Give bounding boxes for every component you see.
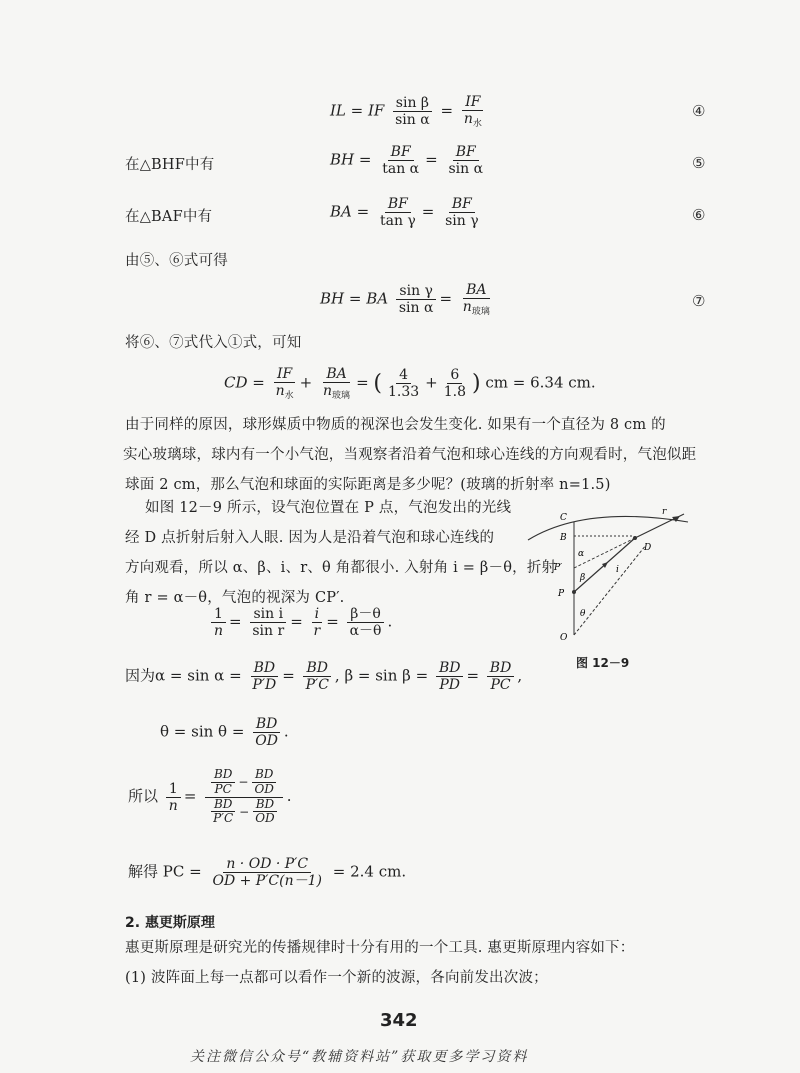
- n-symbol: n: [323, 383, 333, 400]
- figure-caption: 图 12－9: [576, 656, 630, 670]
- denominator: PC: [490, 677, 511, 694]
- numerator: BD: [487, 660, 515, 677]
- fraction: [249, 606, 287, 639]
- fraction: [436, 660, 464, 693]
- figure-12-9: [520, 500, 700, 675]
- numerator: BD: [303, 660, 331, 677]
- text-line: 由⑤、⑥式可得: [125, 253, 228, 269]
- equation-prefix: 在△BAF中有: [125, 209, 213, 225]
- fraction: [385, 367, 422, 400]
- footer-watermark: 关注微信公众号“教辅资料站”获取更多学习资料: [190, 1049, 529, 1065]
- label-i: i: [616, 565, 619, 575]
- numerator: BF: [449, 196, 475, 213]
- subscript: 玻璃: [471, 307, 490, 318]
- denominator: P′C: [213, 811, 234, 826]
- label-p: P: [558, 589, 565, 599]
- section-number: 2.: [125, 915, 141, 931]
- text-line: 经 D 点折射后射入人眼. 因为人是沿着气泡和球心连线的: [125, 530, 495, 546]
- denominator: tan α: [382, 161, 420, 178]
- label-alpha: α: [578, 549, 585, 559]
- label-o: O: [560, 633, 568, 643]
- numerator: BF: [388, 144, 414, 161]
- fraction: [251, 768, 276, 797]
- denominator: OD: [255, 733, 278, 750]
- denominator: PD: [439, 677, 461, 694]
- n-symbol: n: [462, 299, 472, 316]
- label-c: C: [560, 513, 567, 523]
- radius-line: [574, 545, 646, 635]
- equation-solve: [128, 856, 406, 889]
- numerator: BA: [323, 366, 349, 383]
- eq-result: = 2.4 cm.: [332, 862, 407, 881]
- equation-because: 因为α = sin α = $\frac{BD}{P'D}$ = $\frac{BD}{P'C}$ , β = sin β = $\frac{BD}{PD}$ = $\frac{BD}{PC}$ ,: [125, 660, 523, 694]
- text-line: 实心玻璃球，球内有一个小气泡，当观察者沿着气泡和球心连线的方向观看时，气泡似距: [123, 447, 697, 463]
- numerator: BD: [211, 798, 235, 813]
- fraction: [210, 798, 236, 827]
- punct: .: [283, 722, 289, 741]
- eq-coef: IF: [368, 101, 385, 120]
- numerator: 1: [211, 606, 226, 623]
- equation-number: ④: [692, 102, 706, 120]
- equation-4: IL = IF $\frac{\text{sin β}}{\text{sin α}}$ = $\frac{IF}{n_水}$: [330, 94, 488, 129]
- punct: .: [387, 612, 393, 631]
- label-theta: θ: [580, 609, 586, 619]
- fraction: [209, 856, 325, 889]
- denominator: PC: [214, 781, 232, 796]
- n-symbol: n: [275, 383, 285, 400]
- equation-number: ⑥: [692, 206, 706, 224]
- eq-result: cm = 6.34 cm.: [485, 373, 596, 392]
- numerator: IF: [274, 366, 295, 383]
- numerator: n · OD · P′C: [223, 856, 311, 873]
- denominator: sin α: [448, 161, 484, 178]
- page-number: 342: [380, 1010, 418, 1031]
- punct: .: [286, 787, 292, 806]
- numerator: BD: [211, 768, 235, 783]
- numerator: 6: [447, 367, 462, 384]
- numerator: sin γ: [396, 283, 436, 300]
- denominator: n: [214, 623, 224, 640]
- denominator: OD: [255, 811, 275, 826]
- eq-lhs: CD: [224, 373, 248, 392]
- fraction: [211, 768, 235, 797]
- denominator: sin α: [395, 112, 430, 129]
- denominator: OD + P′C(n－1): [212, 873, 322, 890]
- section-title: 惠更斯原理: [144, 915, 215, 931]
- label-b: B: [560, 533, 567, 543]
- numerator: 1: [166, 781, 181, 798]
- denominator: tan γ: [379, 213, 416, 230]
- fraction: [166, 781, 181, 814]
- equation-theta: [160, 716, 289, 749]
- point-p: [572, 590, 576, 594]
- eq-prefix: 因为: [125, 666, 156, 685]
- equation-5: BH = $\frac{BF}{\text{tan α}}$ = $\frac{BF}{\text{sin α}}$: [330, 144, 489, 177]
- fraction: [377, 196, 419, 229]
- paragraph-1: [123, 410, 697, 500]
- numerator: BF: [453, 144, 479, 161]
- equation-cd: CD = $\frac{IF}{n_水}$ + $\frac{BA}{n_{玻璃}}$ = ( $\frac{4}{1.33}$ + $\frac{6}{1.8}$ ) cm = 6.34 cm.: [224, 366, 596, 402]
- text-line: 方向观看，所以 α、β、i、r、θ 角都很小. 入射角 i = β－θ，折射: [125, 560, 557, 576]
- fraction: [379, 144, 422, 177]
- punct: ,: [517, 666, 523, 685]
- label-d: D: [644, 543, 652, 553]
- n-symbol: n: [463, 111, 473, 128]
- denominator: r: [313, 623, 321, 640]
- eq-lhs: BA: [330, 202, 352, 221]
- paragraph-2: [125, 493, 557, 613]
- paragraph-3: [125, 933, 705, 993]
- numerator: BD: [252, 768, 276, 783]
- label-p-prime: P′: [554, 563, 563, 573]
- text-line: 惠更斯原理是研究光的传播规律时十分有用的一个工具. 惠更斯原理内容如下：: [125, 940, 635, 956]
- equation-7: BH = BA $\frac{\text{sin γ}}{\text{sin α}}$ = $\frac{BA}{n_{玻璃}}$: [320, 282, 496, 317]
- denominator: sin r: [252, 623, 285, 640]
- fraction: [392, 95, 433, 128]
- eq-prefix: 解得 PC =: [128, 862, 202, 881]
- eq-lhs: BH: [320, 289, 345, 308]
- fraction: [461, 94, 485, 129]
- equation-ratio: $\frac{1}{n}$ = $\frac{\text{sin i}}{\text{sin r}}$ = $\frac{i}{r}$ = $\frac{\beta-\theta}{\alpha-\theta}$ .: [208, 606, 392, 639]
- compound-fraction: $\frac{BD}{PC}$ − $\frac{BD}{OD}$ $\frac{BD}{P'C}$ − $\frac{BD}{OD}$: [204, 768, 284, 826]
- numerator: i: [312, 606, 322, 623]
- numerator: BA: [463, 282, 489, 299]
- numerator: sin β: [393, 95, 432, 112]
- fraction: [445, 144, 486, 177]
- denominator: 1.8: [443, 384, 467, 401]
- fraction: [249, 660, 279, 693]
- equation-6: BA = $\frac{BF}{\text{tan γ}}$ = $\frac{BF}{\text{sin γ}}$: [330, 196, 485, 229]
- fraction: [487, 660, 515, 693]
- fraction: [460, 282, 493, 317]
- equation-prefix: 在△BHF中有: [125, 157, 215, 173]
- eq-prefix: 所以: [128, 787, 159, 806]
- subscript: 水: [472, 119, 482, 130]
- numerator: BD: [253, 798, 277, 813]
- beta-expr: , β = sin β =: [334, 666, 429, 685]
- label-beta: β: [580, 573, 586, 583]
- numerator: BF: [385, 196, 411, 213]
- fraction: [347, 606, 385, 639]
- alpha-expr: α = sin α =: [155, 666, 242, 685]
- fraction: [252, 798, 277, 827]
- numerator: sin i: [250, 606, 286, 623]
- eq-lhs: θ = sin θ =: [160, 722, 245, 741]
- numerator: BD: [253, 716, 281, 733]
- fraction: [320, 366, 353, 401]
- numerator: IF: [462, 94, 483, 111]
- subscript: 水: [284, 391, 294, 402]
- text-line: 由于同样的原因，球形媒质中物质的视深也会发生变化. 如果有一个直径为 8 cm 的: [125, 417, 666, 433]
- label-r: r: [662, 507, 667, 517]
- numerator: BD: [436, 660, 464, 677]
- numerator: 4: [396, 367, 411, 384]
- numerator: β－θ: [347, 606, 384, 623]
- eq-lhs: BH: [330, 150, 355, 169]
- eq-coef: BA: [366, 289, 389, 308]
- sphere-arc: [528, 516, 688, 540]
- fraction: [252, 716, 281, 749]
- denominator: P′C: [305, 677, 329, 694]
- fraction: [396, 283, 437, 316]
- fraction: [442, 196, 482, 229]
- denominator: P′D: [252, 677, 277, 694]
- text-line: 球面 2 cm，那么气泡和球面的实际距离是多少呢？(玻璃的折射率 n=1.5): [125, 477, 611, 493]
- section-heading: [125, 912, 215, 932]
- denominator: 1.33: [388, 384, 420, 401]
- denominator: OD: [254, 781, 274, 796]
- text-line: 如图 12－9 所示，设气泡位置在 P 点，气泡发出的光线: [145, 500, 512, 516]
- denominator: sin γ: [445, 213, 479, 230]
- equation-so: 所以 $\frac{1}{n}$ = $\frac{BD}{PC}$ − $\frac{BD}{OD}$ $\frac{BD}{P'C}$ − $\frac{BD}{OD}$ .: [128, 767, 292, 826]
- equation-number: ⑦: [692, 292, 706, 310]
- fraction: [273, 366, 297, 401]
- text-line: (1) 波阵面上每一点都可以看作一个新的波源，各向前发出次波；: [125, 970, 548, 986]
- eq-lhs: IL: [330, 101, 346, 120]
- text-line: 角 r = α－θ，气泡的视深为 CP′.: [125, 590, 345, 606]
- text-line: 将⑥、⑦式代入①式，可知: [125, 335, 302, 351]
- fraction: [211, 606, 226, 639]
- point-d: [633, 536, 637, 540]
- equation-number: ⑤: [692, 154, 706, 172]
- fraction: [441, 367, 469, 400]
- fraction: [303, 660, 332, 693]
- numerator: BD: [251, 660, 279, 677]
- denominator: α－θ: [349, 623, 382, 640]
- subscript: 玻璃: [332, 391, 351, 402]
- denominator: sin α: [398, 300, 434, 317]
- denominator: n: [168, 797, 178, 814]
- fraction: [311, 606, 324, 639]
